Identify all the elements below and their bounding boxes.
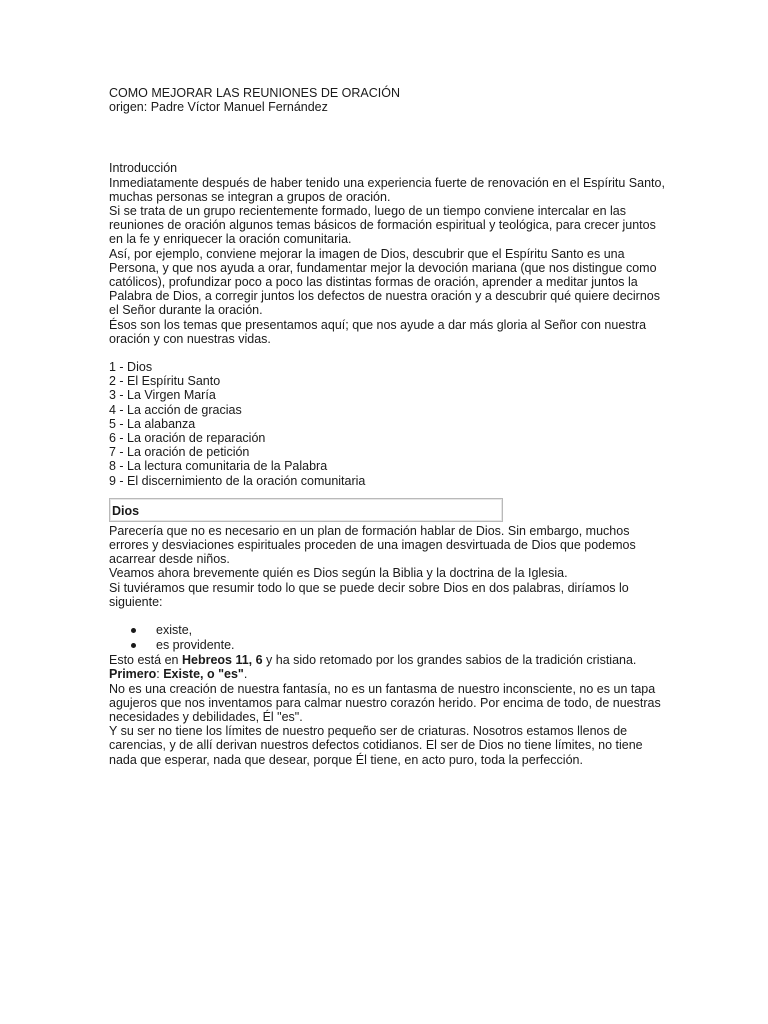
body-paragraph: No es una creación de nuestra fantasía, no es un fantasma de nuestro inconsciente, no es un tapa agujeros que nos inventamos para calmar nuestro corazón herido. Por encima de todo, de nuestras necesidades y debilidades, Él "es". [109,681,661,724]
intro-heading: Introducción [109,161,178,176]
topic-item: 9 - El discernimiento de la oración comunitaria [109,473,366,488]
topic-item: 4 - La acción de gracias [109,402,242,417]
body-paragraph: Veamos ahora brevemente quién es Dios según la Biblia y la doctrina de la Iglesia. [109,566,568,581]
subheading-paragraph [109,667,669,681]
text-run: . [243,667,248,682]
topic-item: 7 - La oración de petición [109,445,250,460]
subheading-first: Primero [109,667,157,682]
bullet-icon [131,643,136,648]
intro-paragraph: Inmediatamente después de haber tenido una experiencia fuerte de renovación en el Espíritu Santo, muchas personas se integran a grupos de oración. [109,175,665,204]
topic-item: 2 - El Espíritu Santo [109,374,221,389]
body-paragraph: Parecería que no es necesario en un plan de formación hablar de Dios. Sin embargo, muchos errores y desviaciones espirituales proceden de una imagen desvirtuada de Dios que podemos acarrear desde niños. [109,523,636,567]
intro-paragraph: Así, por ejemplo, conviene mejorar la imagen de Dios, descubrir que el Espíritu Santo es una Persona, y que nos ayuda a orar, fundamentar mejor la devoción mariana (que nos distingue como católicos), profundizar poco a poco las distintas formas de oración, aprender a meditar juntos la Palabra de Dios, a corregir juntos los defectos de nuestra oración y a descubrir qué quiere decirnos el Señor durante la oración. [109,246,661,318]
topic-item: 1 - Dios [109,360,153,375]
text-run: : [156,667,164,682]
section-heading-box [109,498,503,522]
document-title: COMO MEJORAR LAS REUNIONES DE ORACIÓN [109,86,401,100]
list-item-text: existe, [156,623,193,638]
document-origin: origen: Padre Víctor Manuel Fernández [109,100,328,115]
text-run: y ha sido retomado por los grandes sabios de la tradición cristiana. [262,653,637,668]
intro-paragraph: Si se trata de un grupo recientemente formado, luego de un tiempo conviene intercalar en las reuniones de oración algunos temas básicos de formación espiritual y teológica, para crecer juntos en la fe y enriquecer la oración comunitaria. [109,204,656,247]
list-item [109,638,669,653]
topic-item: 8 - La lectura comunitaria de la Palabra [109,459,328,474]
body-paragraph: Si tuviéramos que resumir todo lo que se puede decir sobre Dios en dos palabras, diríamos lo siguiente: [109,580,629,609]
document-page [109,86,669,767]
topic-item: 3 - La Virgen María [109,388,216,403]
attributes-list [109,623,669,653]
topic-item: 5 - La alabanza [109,416,196,431]
intro-paragraph: Ésos son los temas que presentamos aquí; que nos ayude a dar más gloria al Señor con nuestra oración y con nuestras vidas. [109,317,647,346]
topic-item: 6 - La oración de reparación [109,431,266,446]
bible-reference: Hebreos 11, 6 [181,653,263,668]
subheading-exists: Existe, o "es" [163,667,244,682]
body-paragraph: Y su ser no tiene los límites de nuestro pequeño ser de criaturas. Nosotros estamos llenos de carencias, y de allí derivan nuestros defectos cotidianos. El ser de Dios no tiene límites, no tiene nada que esperar, nada que desear, porque Él tiene, en acto puro, toda la perfección. [109,724,643,767]
body-paragraph [109,653,669,667]
list-item [109,623,669,638]
topics-list [109,360,669,488]
bullet-icon [131,628,136,633]
list-item-text: es providente. [156,638,235,653]
text-run: Esto está en [109,653,182,668]
section-heading-dios: Dios [112,503,140,518]
title-block [109,86,669,114]
